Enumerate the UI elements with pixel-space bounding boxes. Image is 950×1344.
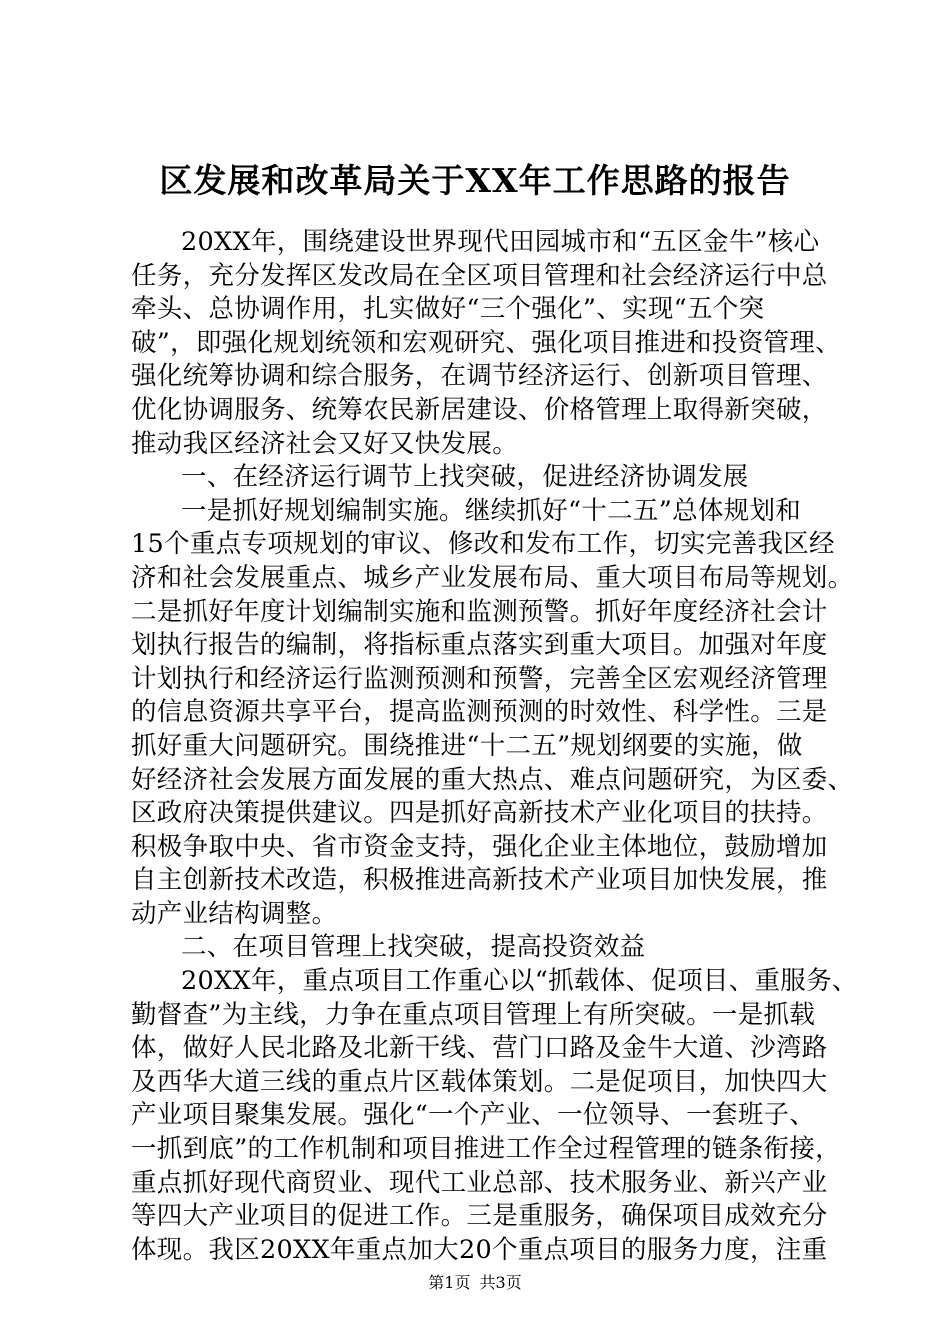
text-line: 优化协调服务、统筹农民新居建设、价格管理上取得新突破，	[131, 394, 828, 425]
text-line: 抓好重大问题研究。围绕推进“十二五”规划纲要的实施，做	[131, 730, 803, 761]
page-number: 第1页	[428, 1273, 471, 1292]
text-line: 等四大产业项目的促进工作。三是重服务，确保项目成效充分	[131, 1201, 828, 1232]
text-line: 的信息资源共享平台，提高监测预测的时效性、科学性。三是	[131, 697, 828, 728]
text-line: 及西华大道三线的重点片区载体策划。二是促项目，加快四大	[131, 1066, 828, 1097]
text-line: 体，做好人民北路及北新干线、营门口路及金牛大道、沙湾路	[131, 1033, 828, 1064]
text-line: 20XX年，围绕建设世界现代田园城市和“五区金牛”核心	[181, 227, 820, 257]
document-body	[131, 226, 858, 1267]
text-line: 牵头、总协调作用，扎实做好“三个强化”、实现“五个突	[131, 294, 765, 325]
text-line: 体现。我区20XX年重点加大20个重点项目的服务力度，注重	[131, 1234, 828, 1265]
text-line: 一抓到底”的工作机制和项目推进工作全过程管理的链条衔接，	[131, 1134, 841, 1165]
page-total: 共3页	[479, 1273, 522, 1292]
text-line: 二是抓好年度计划编制实施和监测预警。抓好年度经济社会计	[131, 596, 828, 627]
text-line: 15个重点专项规划的审议、修改和发布工作，切实完善我区经	[131, 529, 835, 560]
text-line: 任务，充分发挥区发改局在全区项目管理和社会经济运行中总	[131, 260, 828, 291]
text-line: 划执行报告的编制，将指标重点落实到重大项目。加强对年度	[131, 630, 828, 661]
text-line: 产业项目聚集发展。强化“一个产业、一位领导、一套班子、	[131, 1100, 816, 1131]
text-line: 勤督查”为主线，力争在重点项目管理上有所突破。一是抓载	[131, 999, 816, 1030]
text-line: 积极争取中央、省市资金支持，强化企业主体地位，鼓励增加	[131, 831, 828, 862]
page-footer	[0, 1273, 950, 1293]
text-line: 二、在项目管理上找突破，提高投资效益	[181, 932, 646, 963]
text-line: 一、在经济运行调节上找突破，促进经济协调发展	[181, 462, 749, 493]
text-line: 动产业结构调整。	[131, 898, 338, 929]
document-title: 区发展和改革局关于XX年工作思路的报告	[159, 161, 791, 200]
text-line: 推动我区经济社会又好又快发展。	[131, 428, 519, 459]
text-line: 好经济社会发展方面发展的重大热点、难点问题研究，为区委、	[131, 764, 854, 795]
text-line: 济和社会发展重点、城乡产业发展布局、重大项目布局等规划。	[131, 562, 854, 593]
text-line: 区政府决策提供建议。四是抓好高新技术产业化项目的扶持。	[131, 798, 828, 829]
text-line: 一是抓好规划编制实施。继续抓好“十二五”总体规划和	[181, 495, 802, 526]
text-line: 计划执行和经济运行监测预测和预警，完善全区宏观经济管理	[131, 663, 828, 694]
text-line: 破”，即强化规划统领和宏观研究、强化项目推进和投资管理、	[131, 327, 841, 358]
text-line: 20XX年，重点项目工作重心以“抓载体、促项目、重服务、	[181, 966, 858, 997]
text-line: 重点抓好现代商贸业、现代工业总部、技术服务业、新兴产业	[131, 1167, 828, 1198]
text-line: 自主创新技术改造，积极推进高新技术产业项目加快发展，推	[131, 865, 828, 896]
text-line: 强化统筹协调和综合服务，在调节经济运行、创新项目管理、	[131, 361, 828, 392]
